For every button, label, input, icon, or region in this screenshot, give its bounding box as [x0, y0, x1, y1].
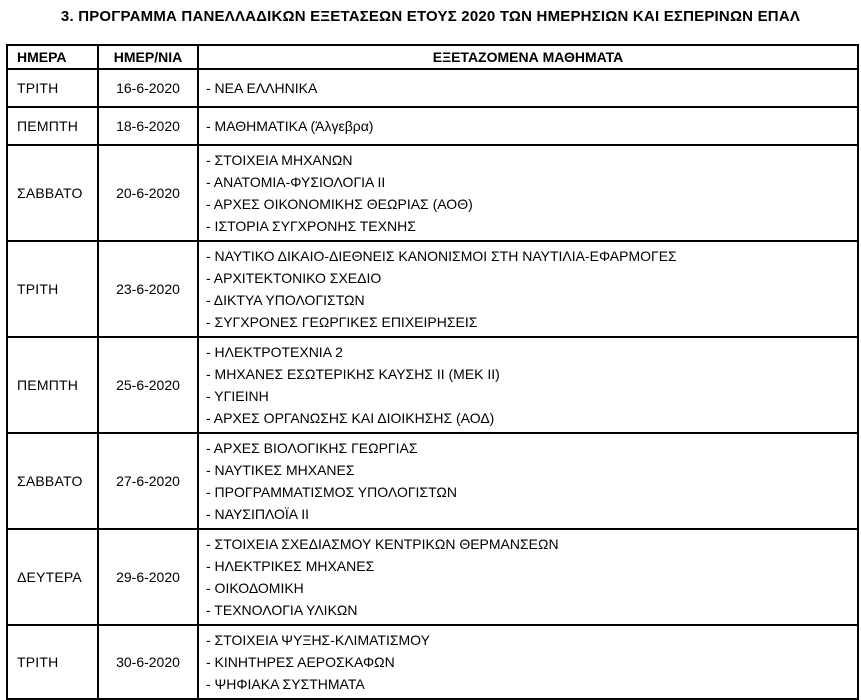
subjects-cell — [198, 107, 858, 145]
subject-line: - ΣΥΓΧΡΟΝΕΣ ΓΕΩΡΓΙΚΕΣ ΕΠΙΧΕΙΡΗΣΕΙΣ — [206, 314, 478, 330]
table-row — [7, 337, 858, 433]
table-row — [7, 107, 858, 145]
subjects-cell — [198, 69, 858, 107]
subject-line: - ΥΓΙΕΙΝΗ — [206, 388, 269, 404]
table-row — [7, 625, 858, 699]
day-cell: ΤΡΙΤΗ — [7, 625, 98, 699]
subject-line: - ΜΑΘΗΜΑΤΙΚΑ (Άλγεβρα) — [206, 118, 374, 134]
table-row — [7, 69, 858, 107]
subject-line: - ΝΑΥΤΙΚΕΣ ΜΗΧΑΝΕΣ — [206, 462, 355, 478]
date-cell: 18-6-2020 — [98, 107, 198, 145]
column-header-subjects: ΕΞΕΤΑΖΟΜΕΝΑ ΜΑΘΗΜΑΤΑ — [198, 45, 858, 69]
subjects-cell — [198, 433, 858, 529]
subject-line: - ΚΙΝΗΤΗΡΕΣ ΑΕΡΟΣΚΑΦΩΝ — [206, 654, 395, 670]
table-header-row — [7, 45, 858, 69]
subject-line: - ΙΣΤΟΡΙΑ ΣΥΓΧΡΟΝΗΣ ΤΕΧΝΗΣ — [206, 218, 416, 234]
day-cell: ΣΑΒΒΑΤΟ — [7, 145, 98, 241]
subject-line: - ΑΡΧΙΤΕΚΤΟΝΙΚΟ ΣΧΕΔΙΟ — [206, 270, 382, 286]
day-cell: ΤΡΙΤΗ — [7, 241, 98, 337]
subject-line: - ΑΡΧΕΣ ΒΙΟΛΟΓΙΚΗΣ ΓΕΩΡΓΙΑΣ — [206, 440, 418, 456]
date-cell: 30-6-2020 — [98, 625, 198, 699]
table-row — [7, 529, 858, 625]
date-cell: 20-6-2020 — [98, 145, 198, 241]
page-title: 3. ΠΡΟΓΡΑΜΜΑ ΠΑΝΕΛΛΑΔΙΚΩΝ ΕΞΕΤΑΣΕΩΝ ΕΤΟΥΣ 2020 ΤΩΝ ΗΜΕΡΗΣΙΩΝ ΚΑΙ ΕΣΠΕΡΙΝΩΝ ΕΠΑΛ — [60, 8, 801, 25]
subject-line: - ΟΙΚΟΔΟΜΙΚΗ — [206, 580, 304, 596]
day-cell: ΔΕΥΤΕΡΑ — [7, 529, 98, 625]
subject-line: - ΝΑΥΣΙΠΛΟΪΑ II — [206, 506, 310, 522]
day-cell: ΤΡΙΤΗ — [7, 69, 98, 107]
day-cell: ΣΑΒΒΑΤΟ — [7, 433, 98, 529]
subject-line: - ΣΤΟΙΧΕΙΑ ΜΗΧΑΝΩΝ — [206, 152, 353, 168]
subject-line: - ΑΡΧΕΣ ΟΙΚΟΝΟΜΙΚΗΣ ΘΕΩΡΙΑΣ (ΑΟΘ) — [206, 196, 473, 212]
date-cell: 27-6-2020 — [98, 433, 198, 529]
subject-line: - ΣΤΟΙΧΕΙΑ ΣΧΕΔΙΑΣΜΟΥ ΚΕΝΤΡΙΚΩΝ ΘΕΡΜΑΝΣΕΩΝ — [206, 536, 559, 552]
subjects-cell — [198, 625, 858, 699]
subject-line: - ΑΡΧΕΣ ΟΡΓΑΝΩΣΗΣ ΚΑΙ ΔΙΟΙΚΗΣΗΣ (ΑΟΔ) — [206, 410, 495, 426]
subjects-cell — [198, 529, 858, 625]
date-cell: 16-6-2020 — [98, 69, 198, 107]
subject-line: - ΔΙΚΤΥΑ ΥΠΟΛΟΓΙΣΤΩΝ — [206, 292, 365, 308]
subject-line: - ΠΡΟΓΡΑΜΜΑΤΙΣΜΟΣ ΥΠΟΛΟΓΙΣΤΩΝ — [206, 484, 457, 500]
subjects-cell — [198, 241, 858, 337]
date-cell: 29-6-2020 — [98, 529, 198, 625]
exam-schedule-table — [6, 44, 859, 700]
table-row — [7, 433, 858, 529]
subject-line: - ΝΑΥΤΙΚΟ ΔΙΚΑΙΟ-ΔΙΕΘΝΕΙΣ ΚΑΝΟΝΙΣΜΟΙ ΣΤΗ ΝΑΥΤΙΛΙΑ-ΕΦΑΡΜΟΓΕΣ — [206, 248, 677, 264]
date-cell: 23-6-2020 — [98, 241, 198, 337]
subject-line: - ΗΛΕΚΤΡΟΤΕΧΝΙΑ 2 — [206, 344, 343, 360]
day-cell: ΠΕΜΠΤΗ — [7, 337, 98, 433]
table-row — [7, 241, 858, 337]
subject-line: - ΜΗΧΑΝΕΣ ΕΣΩΤΕΡΙΚΗΣ ΚΑΥΣΗΣ II (ΜΕΚ II) — [206, 366, 500, 382]
subjects-cell — [198, 337, 858, 433]
table-row — [7, 145, 858, 241]
date-cell: 25-6-2020 — [98, 337, 198, 433]
subjects-cell — [198, 145, 858, 241]
column-header-date: ΗΜΕΡ/ΝΙΑ — [98, 45, 198, 69]
subject-line: - ΝΕΑ ΕΛΛΗΝΙΚΑ — [206, 80, 318, 96]
column-header-day: ΗΜΕΡΑ — [7, 45, 98, 69]
subject-line: - ΨΗΦΙΑΚΑ ΣΥΣΤΗΜΑΤΑ — [206, 676, 365, 692]
day-cell: ΠΕΜΠΤΗ — [7, 107, 98, 145]
subject-line: - ΤΕΧΝΟΛΟΓΙΑ ΥΛΙΚΩΝ — [206, 602, 358, 618]
subject-line: - ΗΛΕΚΤΡΙΚΕΣ ΜΗΧΑΝΕΣ — [206, 558, 375, 574]
subject-line: - ΑΝΑΤΟΜΙΑ-ΦΥΣΙΟΛΟΓΙΑ II — [206, 174, 386, 190]
subject-line: - ΣΤΟΙΧΕΙΑ ΨΥΞΗΣ-ΚΛΙΜΑΤΙΣΜΟΥ — [206, 632, 430, 648]
